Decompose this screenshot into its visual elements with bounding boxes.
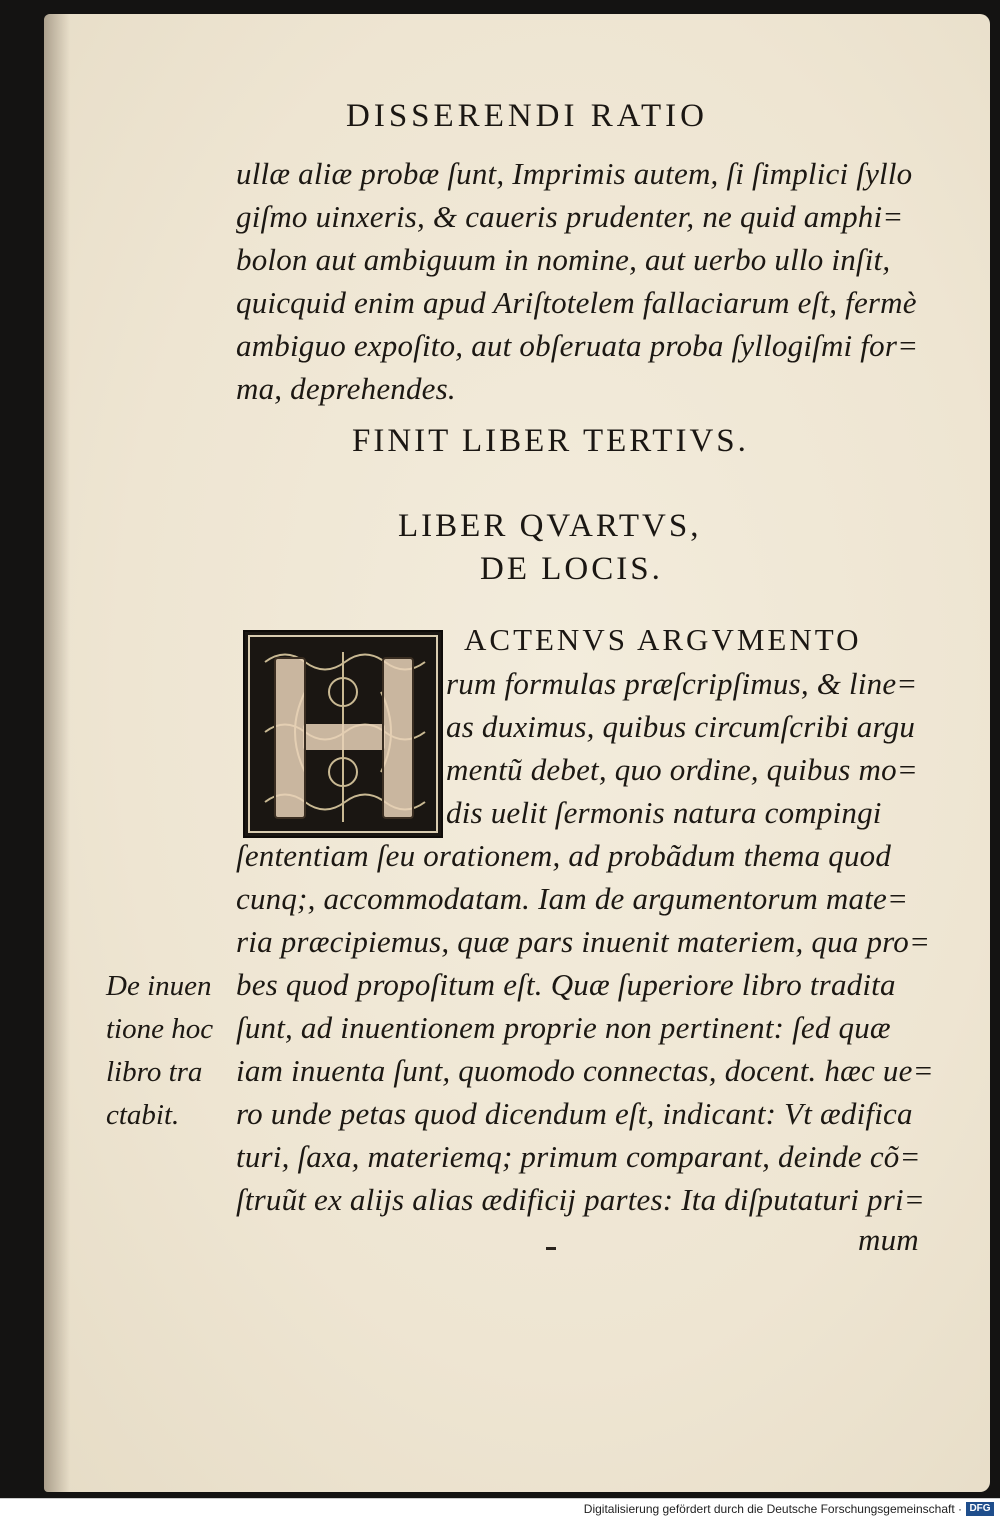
decorated-initial-h — [243, 630, 443, 838]
ornament-icon — [245, 632, 441, 836]
text-line: as duximus, quibus circumſcribi argu — [446, 709, 916, 744]
initial-capitals: ACTENVS ARGVMENTO — [464, 622, 862, 657]
ink-mark — [546, 1247, 556, 1250]
text-line: mentũ debet, quo ordine, quibus mo= — [446, 752, 918, 787]
book-subtitle: DE LOCIS. — [480, 551, 663, 587]
margin-note-line: tione hoc — [106, 1013, 214, 1045]
text-line: ambiguo expoſito, aut obſeruata proba ſyllogiſmi for= — [236, 328, 919, 363]
text-line: bes quod propoſitum eſt. Quæ ſuperiore libro tradita — [236, 967, 896, 1002]
text-line: giſmo uinxeris, & caueris prudenter, ne quid amphi= — [236, 199, 904, 234]
text-line: ria præcipiemus, quæ pars inuenit materiem, qua pro= — [236, 924, 931, 959]
text-line: ro unde petas quod dicendum eſt, indicant: Vt ædifica — [236, 1096, 913, 1131]
text-line: cunq;, accommodatam. Iam de argumentorum mate= — [236, 881, 909, 916]
footer-credit: Digitalisierung gefördert durch die Deutsche Forschungsgemeinschaft · — [583, 1502, 962, 1516]
catchword: mum — [858, 1222, 919, 1257]
running-head: DISSERENDI RATIO — [346, 98, 708, 134]
margin-note-line: libro tra — [106, 1056, 203, 1088]
gutter-shadow — [44, 14, 70, 1492]
text-line: rum formulas præſcripſimus, & line= — [446, 666, 918, 701]
footer-bar — [0, 1498, 1000, 1521]
finit-heading: FINIT LIBER TERTIVS. — [352, 423, 749, 459]
book-title: LIBER QVARTVS, — [398, 508, 702, 544]
text-line: ma, deprehendes. — [236, 371, 456, 406]
text-line: ſunt, ad inuentionem proprie non pertinent: ſed quæ — [236, 1010, 891, 1045]
margin-note-line: ctabit. — [106, 1099, 180, 1131]
text-line: ſtruũt ex alijs alias ædificij partes: Ita diſputaturi pri= — [236, 1182, 925, 1217]
margin-note-line: De inuen — [106, 970, 212, 1002]
text-line: bolon aut ambiguum in nomine, aut uerbo ullo inſit, — [236, 242, 891, 277]
text-line: iam inuenta ſunt, quomodo connectas, docent. hæc ue= — [236, 1053, 934, 1088]
text-line: quicquid enim apud Ariſtotelem fallaciarum eſt, fermè — [236, 285, 917, 320]
text-line: ſententiam ſeu orationem, ad probãdum thema quod — [236, 838, 892, 873]
dfg-logo-icon: DFG — [966, 1502, 994, 1516]
text-line: dis uelit ſermonis natura compingi — [446, 795, 882, 830]
text-line: ullæ aliæ probæ ſunt, Imprimis autem, ſi ſimplici ſyllo — [236, 156, 913, 191]
text-line: turi, ſaxa, materiemq; primum comparant, deinde cõ= — [236, 1139, 921, 1174]
